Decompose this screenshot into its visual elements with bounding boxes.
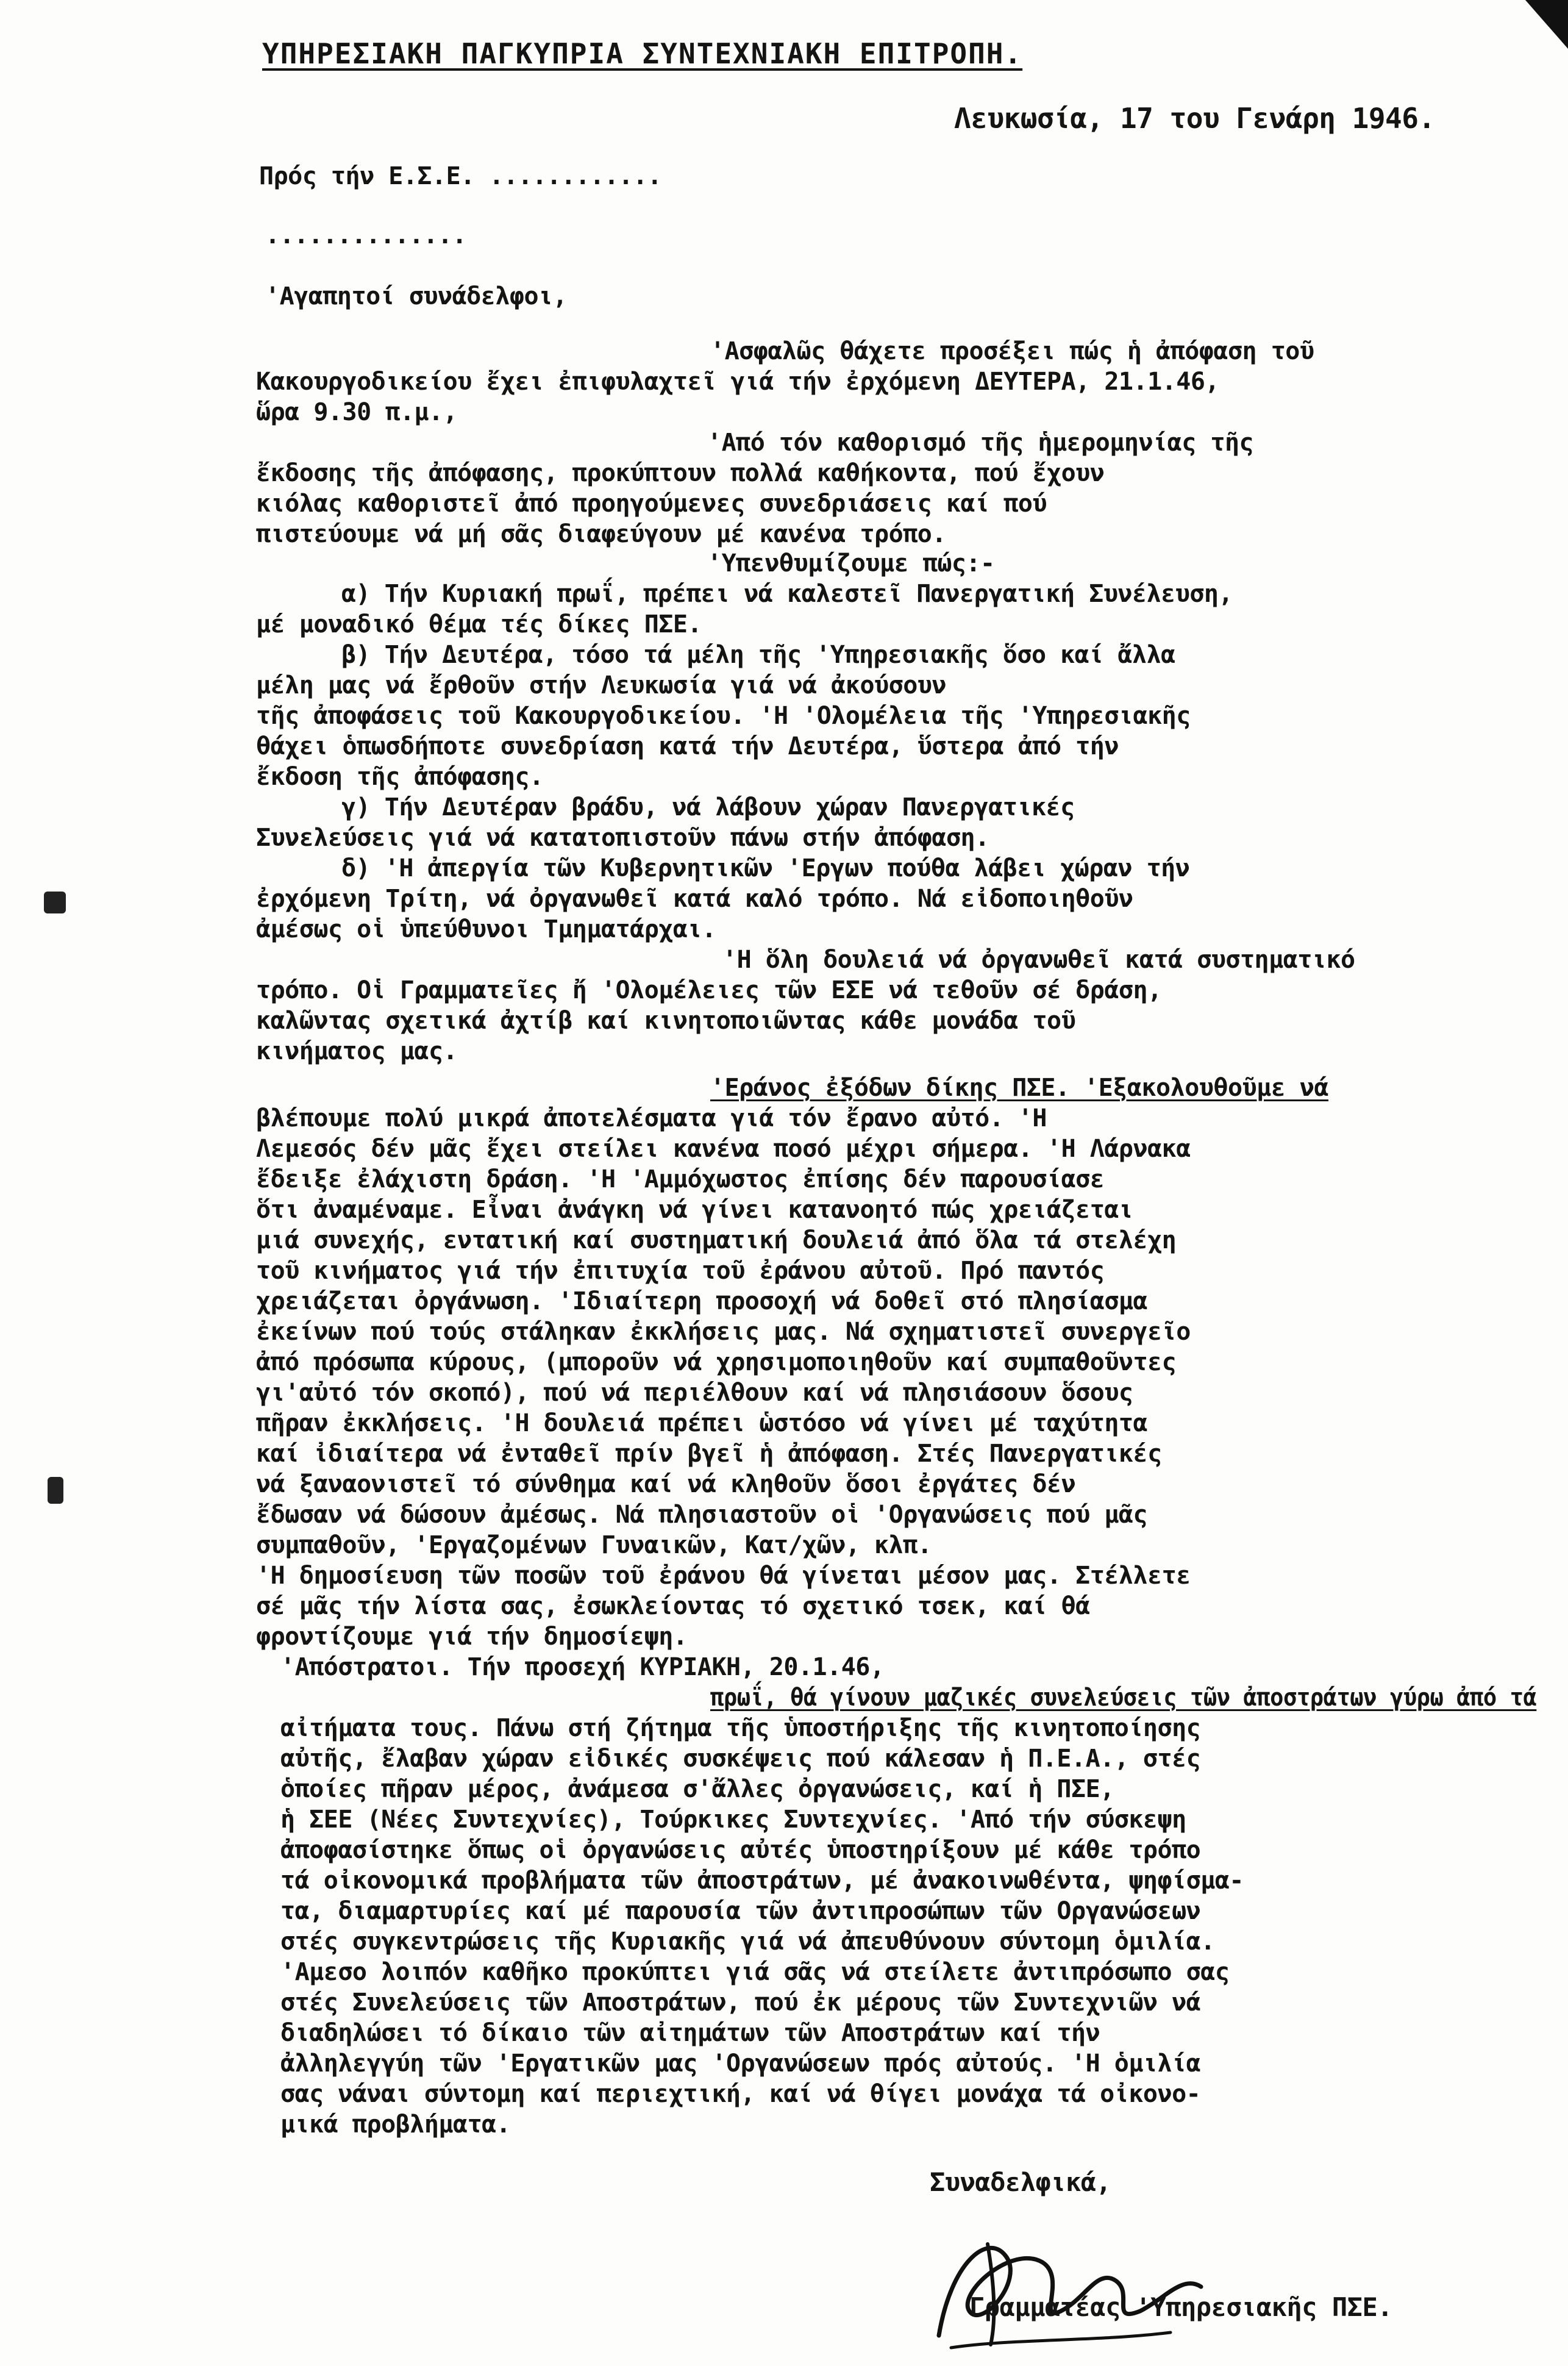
handwritten-signature xyxy=(914,2207,1231,2366)
body-line: τά οἰκονομικά προβλήματα τῶν ἀποστράτων, μέ ἀνακοινωθέντα, ψηφίσμα- xyxy=(280,1867,1244,1895)
body-line: 'Η ὅλη δουλειά νά ὀργανωθεῖ κατά συστηματικό xyxy=(722,946,1355,974)
body-line: κιόλας καθοριστεῖ ἀπό προηγούμενες συνεδριάσεις καί πού xyxy=(256,490,1047,518)
body-line: ἔκδοσης τῆς ἀπόφασης, προκύπτουν πολλά καθήκοντα, πού ἔχουν xyxy=(256,459,1105,487)
punch-hole-mark xyxy=(48,1477,63,1504)
body-line: πρωΐ, θά γίνουν μαζικές συνελεύσεις τῶν ἀποστράτων γύρω ἀπό τά xyxy=(710,1684,1537,1712)
body-line: κινήματος μας. xyxy=(256,1037,458,1065)
body-line: τοῦ κινήματος γιά τήν ἐπιτυχία τοῦ ἐράνου αὐτοῦ. Πρό παντός xyxy=(256,1257,1105,1285)
letterhead-title: ΥΠΗΡΕΣΙΑΚΗ ΠΑΓΚΥΠΡΙΑ ΣΥΝΤΕΧΝΙΑΚΗ ΕΠΙΤΡΟΠΗ. xyxy=(262,37,1023,70)
body-line: καλῶντας σχετικά ἀχτίβ καί κινητοποιῶντας κάθε μονάδα τοῦ xyxy=(256,1007,1076,1035)
closing-line: Συναδελφικά, xyxy=(930,2167,1111,2197)
salutation: 'Αγαπητοί συνάδελφοι, xyxy=(265,282,568,310)
body-line: ἔδωσαν νά δώσουν ἀμέσως. Νά πλησιαστοῦν οἱ 'Οργανώσεις πού μᾶς xyxy=(256,1501,1148,1529)
body-line: πιστεύουμε νά μή σᾶς διαφεύγουν μέ κανένα τρόπο. xyxy=(256,520,946,548)
body-line: διαδηλώσει τό δίκαιο τῶν αἰτημάτων τῶν Αποστράτων καί τήν xyxy=(280,2019,1100,2047)
body-line: β) Τήν Δευτέρα, τόσο τά μέλη τῆς 'Υπηρεσιακῆς ὅσο καί ἄλλα xyxy=(341,641,1175,669)
body-line: Λεμεσός δέν μᾶς ἔχει στείλει κανένα ποσό μέχρι σήμερα. 'Η Λάρνακα xyxy=(256,1135,1191,1163)
body-line: αὐτῆς, ἔλαβαν χώραν εἰδικές συσκέψεις πού κάλεσαν ἡ Π.Ε.Α., στές xyxy=(280,1745,1201,1773)
body-line: μικά προβλήματα. xyxy=(280,2110,511,2139)
body-line: ἡ ΣΕΕ (Νέες Συντεχνίες), Τούρκικες Συντεχνίες. 'Από τήν σύσκεψη xyxy=(280,1806,1186,1834)
signer-title: Γραμματέας 'Υπηρεσιακῆς ΠΣΕ. xyxy=(969,2292,1393,2322)
body-line: 'Από τόν καθορισμό τῆς ἡμερομηνίας τῆς xyxy=(707,429,1254,457)
scan-corner-shadow xyxy=(1525,0,1568,49)
body-line: ἔκδοση τῆς ἀπόφασης. xyxy=(256,763,544,791)
body-line: ἀμέσως οἱ ὑπεύθυνοι Τμηματάρχαι. xyxy=(256,915,716,943)
body-line: τρόπο. Οἱ Γραμματεῖες ἤ 'Ολομέλειες τῶν ΕΣΕ νά τεθοῦν σέ δράση, xyxy=(256,976,1162,1004)
body-line: ἐκείνων πού τούς στάληκαν ἐκκλήσεις μας. Νά σχηματιστεῖ συνεργεῖο xyxy=(256,1318,1191,1346)
letter-date: Λευκωσία, 17 του Γενάρη 1946. xyxy=(954,102,1435,135)
body-line: ἀλληλεγγύη τῶν 'Εργατικῶν μας 'Οργανώσεων πρός αὐτούς. 'Η ὁμιλία xyxy=(280,2050,1201,2078)
body-line: χρειάζεται ὀργάνωση. 'Ιδιαίτερη προσοχή νά δοθεῖ στό πλησίασμα xyxy=(256,1287,1148,1315)
body-line: ὅτι ἀναμέναμε. Εἶναι ἀνάγκη νά γίνει κατανοητό πώς χρειάζεται xyxy=(256,1196,1133,1224)
recipient-dots: .............. xyxy=(265,221,467,249)
body-line: 'Εράνος ἐξόδων δίκης ΠΣΕ. 'Εξακολουθοῦμε νά xyxy=(710,1074,1329,1102)
body-line: γι'αὐτό τόν σκοπό), πού νά περιέλθουν καί νά πλησιάσουν ὅσους xyxy=(256,1379,1133,1407)
body-line: συμπαθοῦν, 'Εργαζομένων Γυναικῶν, Κατ/χῶν, κλπ. xyxy=(256,1531,932,1559)
body-line: 'Αμεσο λοιπόν καθῆκο προκύπτει γιά σᾶς νά στείλετε ἀντιπρόσωπο σας xyxy=(280,1958,1230,1986)
body-line: 'Απόστρατοι. Τήν προσεχή ΚΥΡΙΑΚΗ, 20.1.46, xyxy=(280,1653,885,1681)
body-line: δ) 'Η ἀπεργία τῶν Κυβερνητικῶν 'Εργων πούθα λάβει χώραν τήν xyxy=(341,854,1190,882)
body-line: Κακουργοδικείου ἔχει ἐπιφυλαχτεῖ γιά τήν ἐρχόμενη ΔΕΥΤΕΡΑ, 21.1.46, xyxy=(256,368,1219,396)
body-line: μέλη μας νά ἔρθοῦν στήν Λευκωσία γιά νά ἀκούσουν xyxy=(256,671,946,699)
body-line: μιά συνεχής, εντατική καί συστηματική δουλειά ἀπό ὅλα τά στελέχη xyxy=(256,1226,1177,1254)
body-line: αἰτήματα τους. Πάνω στή ζήτημα τῆς ὑποστήριξης τῆς κινητοποίησης xyxy=(280,1714,1201,1742)
body-line: ὁποίες πῆραν μέρος, ἀνάμεσα σ'ἄλλες ὀργανώσεις, καί ἡ ΠΣΕ, xyxy=(280,1775,1114,1803)
body-line: φροντίζουμε γιά τήν δημοσίεψη. xyxy=(256,1623,688,1651)
body-line: 'Υπενθυμίζουμε πώς:- xyxy=(707,549,995,577)
recipient-line: Πρός τήν Ε.Σ.Ε. ............ xyxy=(259,162,662,190)
body-line: γ) Τήν Δευτέραν βράδυ, νά λάβουν χώραν Πανεργατικές xyxy=(341,793,1075,821)
body-line: ἔδειξε ἐλάχιστη δράση. 'Η 'Αμμόχωστος ἐπίσης δέν παρουσίασε xyxy=(256,1165,1105,1193)
body-line: ἀποφασίστηκε ὅπως οἱ ὀργανώσεις αὐτές ὑποστηρίξουν μέ κάθε τρόπο xyxy=(280,1836,1201,1864)
body-line: μέ μοναδικό θέμα τές δίκες ΠΣΕ. xyxy=(256,610,702,638)
body-line: Συνελεύσεις γιά νά κατατοπιστοῦν πάνω στήν ἀπόφαση. xyxy=(256,824,989,852)
body-line: σας νάναι σύντομη καί περιεχτική, καί νά θίγει μονάχα τά οἰκονο- xyxy=(280,2080,1201,2108)
body-line: σέ μᾶς τήν λίστα σας, ἐσωκλείοντας τό σχετικό τσεκ, καί θά xyxy=(256,1592,1090,1620)
body-line: νά ξαναονιστεῖ τό σύνθημα καί νά κληθοῦν ὅσοι ἐργάτες δέν xyxy=(256,1470,1076,1498)
body-line: τα, διαμαρτυρίες καί μέ παρουσία τῶν ἀντιπροσώπων τῶν Οργανώσεων xyxy=(280,1897,1201,1925)
body-line: ἀπό πρόσωπα κύρους, (μποροῦν νά χρησιμοποιηθοῦν καί συμπαθοῦντες xyxy=(256,1348,1177,1376)
body-line: 'Ασφαλῶς θάχετε προσέξει πώς ἡ ἀπόφαση τοῦ xyxy=(710,337,1314,365)
body-line: τῆς ἀποφάσεις τοῦ Κακουργοδικείου. 'Η 'Ολομέλεια τῆς 'Υπηρεσιακῆς xyxy=(256,702,1191,730)
body-line: ἐρχόμενη Τρίτη, νά ὀργανωθεῖ κατά καλό τρόπο. Νά εἰδοποιηθοῦν xyxy=(256,885,1133,913)
body-line: ὥρα 9.30 π.μ., xyxy=(256,398,458,426)
body-line: καί ἰδιαίτερα νά ἐνταθεῖ πρίν βγεῖ ἡ ἀπόφαση. Στές Πανεργατικές xyxy=(256,1440,1162,1468)
body-line: βλέπουμε πολύ μικρά ἀποτελέσματα γιά τόν ἔρανο αὐτό. 'Η xyxy=(256,1104,1047,1132)
body-line: πῆραν ἐκκλήσεις. 'Η δουλειά πρέπει ὡστόσο νά γίνει μέ ταχύτητα xyxy=(256,1409,1148,1437)
body-line: α) Τήν Κυριακή πρωΐ, πρέπει νά καλεστεῖ Πανεργατική Συνέλευση, xyxy=(341,580,1233,608)
punch-hole-mark xyxy=(44,892,66,913)
body-line: 'Η δημοσίευση τῶν ποσῶν τοῦ ἐράνου θά γίνεται μέσον μας. Στέλλετε xyxy=(256,1562,1191,1590)
body-line: θάχει ὁπωσδήποτε συνεδρίαση κατά τήν Δευτέρα, ὕστερα ἀπό τήν xyxy=(256,732,1119,760)
body-line: στές συγκεντρώσεις τῆς Κυριακῆς γιά νά ἀπευθύνουν σύντομη ὁμιλία. xyxy=(280,1928,1215,1956)
body-line: στές Συνελεύσεις τῶν Αποστράτων, πού ἐκ μέρους τῶν Συντεχνιῶν νά xyxy=(280,1989,1201,2017)
